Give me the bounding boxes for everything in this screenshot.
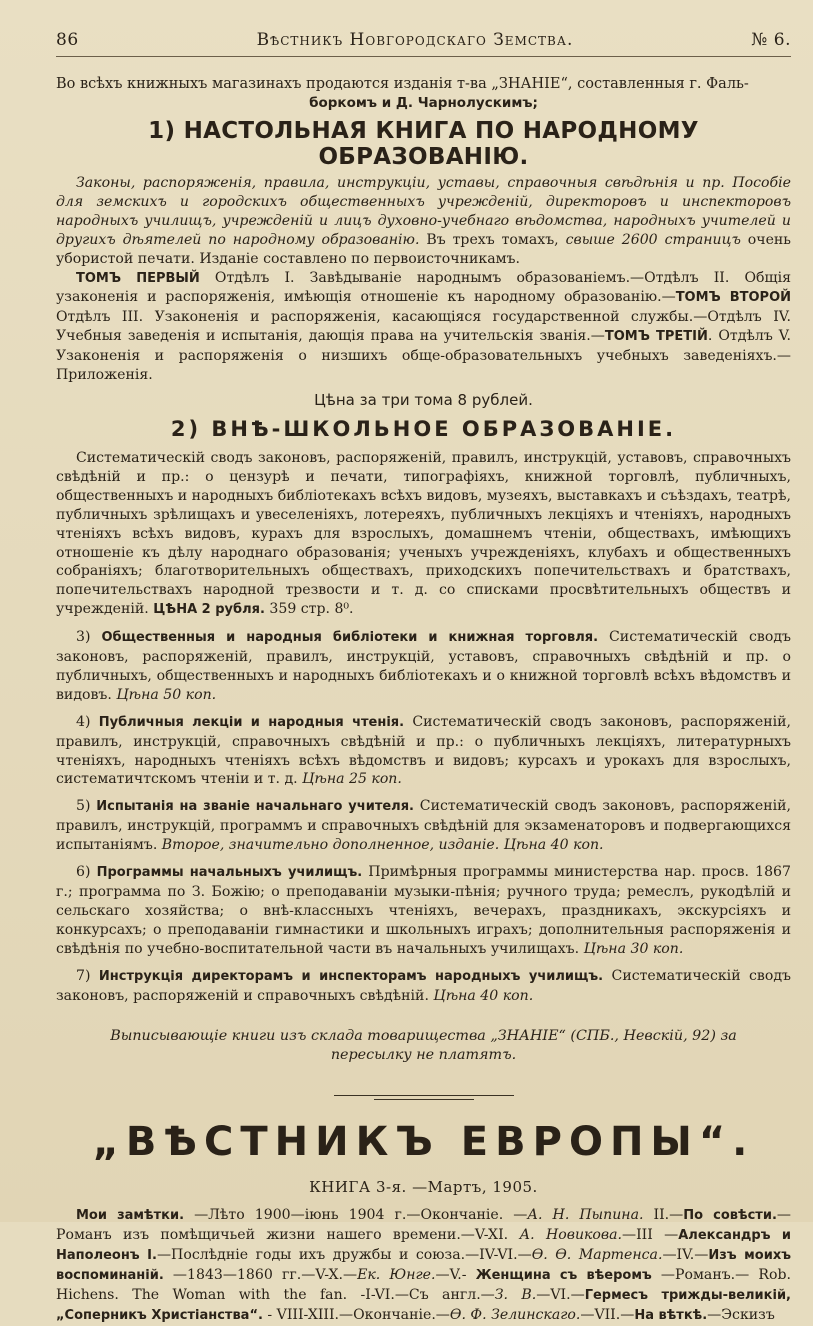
article-title: Александръ и Наполеонъ I. <box>56 1228 791 1264</box>
item-price-label: Цѣна <box>583 940 626 957</box>
item-number: 7) <box>76 967 91 984</box>
issue-number: № 6. <box>751 30 791 50</box>
item-price-label: Цѣна <box>302 771 345 788</box>
article-title: Гермесъ трижды-великій, „Соперникъ Христіанства“. <box>56 1288 791 1323</box>
journal-title: Вѣстникъ Новгородскаго Земства. <box>256 30 574 50</box>
section1-price: Цѣна за три тома 8 рублей. <box>314 390 533 409</box>
item-number: 5) <box>76 798 91 815</box>
article-details: - VIII-XIII.—Окончаніе.— <box>262 1306 450 1323</box>
article-author: А. Н. Пыпина. <box>527 1207 644 1224</box>
vestnik-contents <box>56 1206 791 1325</box>
article-title: Мои замѣтки. <box>76 1208 185 1224</box>
article-author: Ек. Юнге. <box>357 1267 436 1284</box>
article-title: На вѣткѣ. <box>634 1307 708 1323</box>
vol3-label: ТОМЪ ТРЕТІЙ <box>604 329 708 345</box>
running-header <box>56 30 791 57</box>
article-author: А. Новикова. <box>519 1227 623 1244</box>
article-title: По совѣсти. <box>683 1208 777 1224</box>
intro-authors: боркомъ и Д. Чарнолускимъ; <box>309 95 538 111</box>
article-details: —1843—1860 гг.—V-X.— <box>163 1267 358 1284</box>
section1-desc-pages: свыше 2600 страницъ <box>565 231 741 248</box>
section1-volumes <box>56 269 791 385</box>
section1-desc-italic: Законы, распоряженія, правила, инструкціи, уставы, справочныя свѣдѣнія и пр. Пособіе для земскихъ и городскихъ общественныхъ учрежденій, директоровъ и инспекторовъ народныхъ училищъ, учрежденій и лицъ духовно-учебнаго вѣдомства, народныхъ учителей и другихъ дѣятелей по народному образованію. <box>56 175 791 248</box>
list-item <box>56 628 791 705</box>
section1-desc-b: очень убористой печати. Изданіе составлено по первоисточникамъ. <box>56 231 791 267</box>
vestnik-book: КНИГА 3-я. —Мартъ, 1905. <box>309 1178 538 1197</box>
item-price: 50 коп. <box>158 686 217 703</box>
vol1-text: Отдѣлъ I. Завѣдываніе народнымъ образованіемъ.—Отдѣлъ II. Общія узаконенія и распоряженія, имѣющія отношеніе къ народному образованію.— <box>56 269 791 306</box>
item-price: 40 коп. <box>475 987 534 1004</box>
article-details: II.— <box>643 1207 684 1224</box>
item-title: Публичныя лекціи и народныя чтенія. <box>98 714 405 730</box>
article-details: —Эскизъ <box>707 1306 775 1323</box>
item-price: 40 коп. <box>546 837 604 854</box>
item-price-label: Цѣна <box>499 837 547 854</box>
list-item <box>56 967 791 1006</box>
item-title: Испытанія на званіе начальнаго учителя. <box>96 799 414 815</box>
item-number: 4) <box>76 713 91 730</box>
vol3-text: . Отдѣлъ V. Узаконенія и распоряженія о низшихъ обще-образовательныхъ учебныхъ заведеніяхъ.—Приложенія. <box>56 328 791 384</box>
item-title: Общественныя и народныя библіотеки и книжная торговля. <box>101 630 599 646</box>
item-text: Систематическій сводъ законовъ, распоряженій и справочныхъ свѣдѣній. <box>56 967 791 1004</box>
section2-price-tail: 359 стр. 8⁰. <box>264 601 354 618</box>
section2-price-label: ЦѢНА 2 рубля. <box>153 602 265 618</box>
section2-text <box>56 449 791 620</box>
article-title: Изъ моихъ воспоминаній. <box>56 1248 791 1284</box>
article-author: Ѳ. Ѳ. Мартенса. <box>531 1247 663 1264</box>
divider <box>334 1095 514 1096</box>
article-details: —Послѣдніе годы ихъ дружбы и союза.—IV-VI.— <box>156 1247 532 1264</box>
item-price-label: Цѣна <box>116 686 159 703</box>
item-title: Программы начальныхъ училищъ. <box>96 865 363 881</box>
item-edition: Второе, значительно дополненное, изданіе. <box>161 837 500 854</box>
article-details: — Романъ изъ помѣщичьей жизни нашего времени.—V-XI. <box>56 1207 791 1244</box>
article-details: —III — <box>622 1227 679 1244</box>
item-title: Инструкція директорамъ и инспекторамъ народныхъ училищъ. <box>98 968 604 984</box>
article-details: —VII.— <box>580 1306 635 1323</box>
list-item <box>56 863 791 959</box>
section2-body: Систематическій сводъ законовъ, распоряженій, правилъ, инструкцій, уставовъ, справочныхъ свѣдѣній и пр.: о цензурѣ и печати, типографіяхъ, книжной торговлѣ, публичныхъ, общественныхъ и народныхъ библіотекахъ всѣхъ видовъ, музеяхъ, выставкахъ и съѣздахъ, театрѣ, публичныхъ зрѣлищахъ и увеселеніяхъ, лотереяхъ, публичныхъ лекціяхъ и чтеніяхъ, народныхъ чтеніяхъ всѣхъ видовъ, курахъ для взрослыхъ, домашнемъ чтеніи, обществахъ, имѣющихъ отношеніе къ дѣлу народнаго образованія; ученыхъ учрежденіяхъ, клубахъ и общественныхъ собраніяхъ; благотворительныхъ обществахъ, приходскихъ попечительствахъ и братствахъ, попечительствахъ народной трезвости и т. д. со списками просвѣтительныхъ обществъ и учрежденій. <box>56 449 791 618</box>
item-text: Систематическій сводъ законовъ, распоряженій, правилъ, инструкцій, уставовъ, справочныхъ свѣдѣній и пр. о публичныхъ, общественныхъ и народныхъ библіотекахъ и о книжной торговлѣ всѣхъ вѣдомствъ и видовъ. <box>56 629 791 703</box>
article-author: З. В. <box>494 1287 537 1304</box>
section1-title: 1) НАСТОЛЬНАЯ КНИГА ПО НАРОДНОМУ ОБРАЗОВАНІЮ. <box>148 118 699 170</box>
list-item <box>56 797 791 855</box>
item-number: 6) <box>76 864 91 881</box>
item-price: 30 коп. <box>626 940 684 957</box>
article-author: Ѳ. Ф. Зелинскаго. <box>449 1306 581 1323</box>
article-details: —V.- <box>435 1267 476 1284</box>
item-text: Примѣрныя программы министерства нар. просв. 1867 г.; программа по З. Божію; о преподаваніи музыки-пѣнія; ручного труда; ремеслъ, рукодѣлій и сельскаго хозяйства; о внѣ-классныхъ чтеніяхъ, вечерахъ, праздникахъ, экскурсіяхъ и конкурсахъ; о преподаваніи гимнастики и школьныхъ играхъ; дополнительныя распоряженія и свѣдѣнія по учебно-воспитательной части въ начальныхъ училищахъ. <box>56 864 791 957</box>
article-title: Женщина съ вѣеромъ <box>475 1268 652 1284</box>
article-details: —Романъ.— Rob. Hichens. The Woman with the fan. -I-VI.—Съ англ.— <box>56 1267 792 1304</box>
section2-title: 2) ВНѢ-ШКОЛЬНОЕ ОБРАЗОВАНІЕ. <box>170 416 677 441</box>
vestnik-title: „ВѢСТНИКЪ ЕВРОПЫ“. <box>92 1119 755 1166</box>
vol1-label: ТОМЪ ПЕРВЫЙ <box>76 270 200 286</box>
section1-description <box>56 174 791 269</box>
item-number: 3) <box>76 629 91 646</box>
page-number: 86 <box>56 30 79 50</box>
vol2-text: Отдѣлъ III. Узаконенія и распоряженія, касающіяся государственной службы.—Отдѣлъ IV. Учебныя заведенія и испытанія, дающія права на учительскія званія.— <box>56 309 791 345</box>
items-list <box>56 628 791 1005</box>
intro <box>56 75 791 113</box>
item-text: Систематическій сводъ законовъ, распоряженій, правилъ, инструкцій, программъ и справочныхъ свѣдѣній для экзаменаторовъ и подвергающихся испытаніямъ. <box>56 798 791 854</box>
item-text: Систематическій сводъ законовъ, распоряженій, правилъ, инструкцій, справочныхъ свѣдѣній и пр.: о публичныхъ лекціяхъ, литературныхъ чтеніяхъ, народныхъ чтеніяхъ всѣхъ вѣдомствъ и видовъ; курсахъ и урокахъ для взрослыхъ, систематичтскомъ чтеніи и т. д. <box>56 713 791 788</box>
list-item <box>56 713 791 790</box>
article-details: —Лѣто 1900—іюнь 1904 г.—Окончаніе. — <box>184 1207 528 1224</box>
item-price: 25 коп. <box>344 771 402 788</box>
article-details: —VI.— <box>536 1287 585 1304</box>
vol2-label: ТОМЪ ВТОРОЙ <box>675 290 791 306</box>
intro-line: Во всѣхъ книжныхъ магазинахъ продаются изданія т-ва „ЗНАНІЕ“, составленныя г. Фаль- <box>56 76 749 92</box>
shipping-note: Выписывающіе книги изъ склада товарищества „ЗНАНІЕ“ (СПБ., Невскій, 92) за пересылку не платятъ. <box>110 1028 737 1064</box>
section1-desc-a: Въ трехъ томахъ, <box>419 231 566 248</box>
item-price-label: Цѣна <box>433 987 476 1004</box>
article-details: —IV.— <box>662 1247 709 1264</box>
